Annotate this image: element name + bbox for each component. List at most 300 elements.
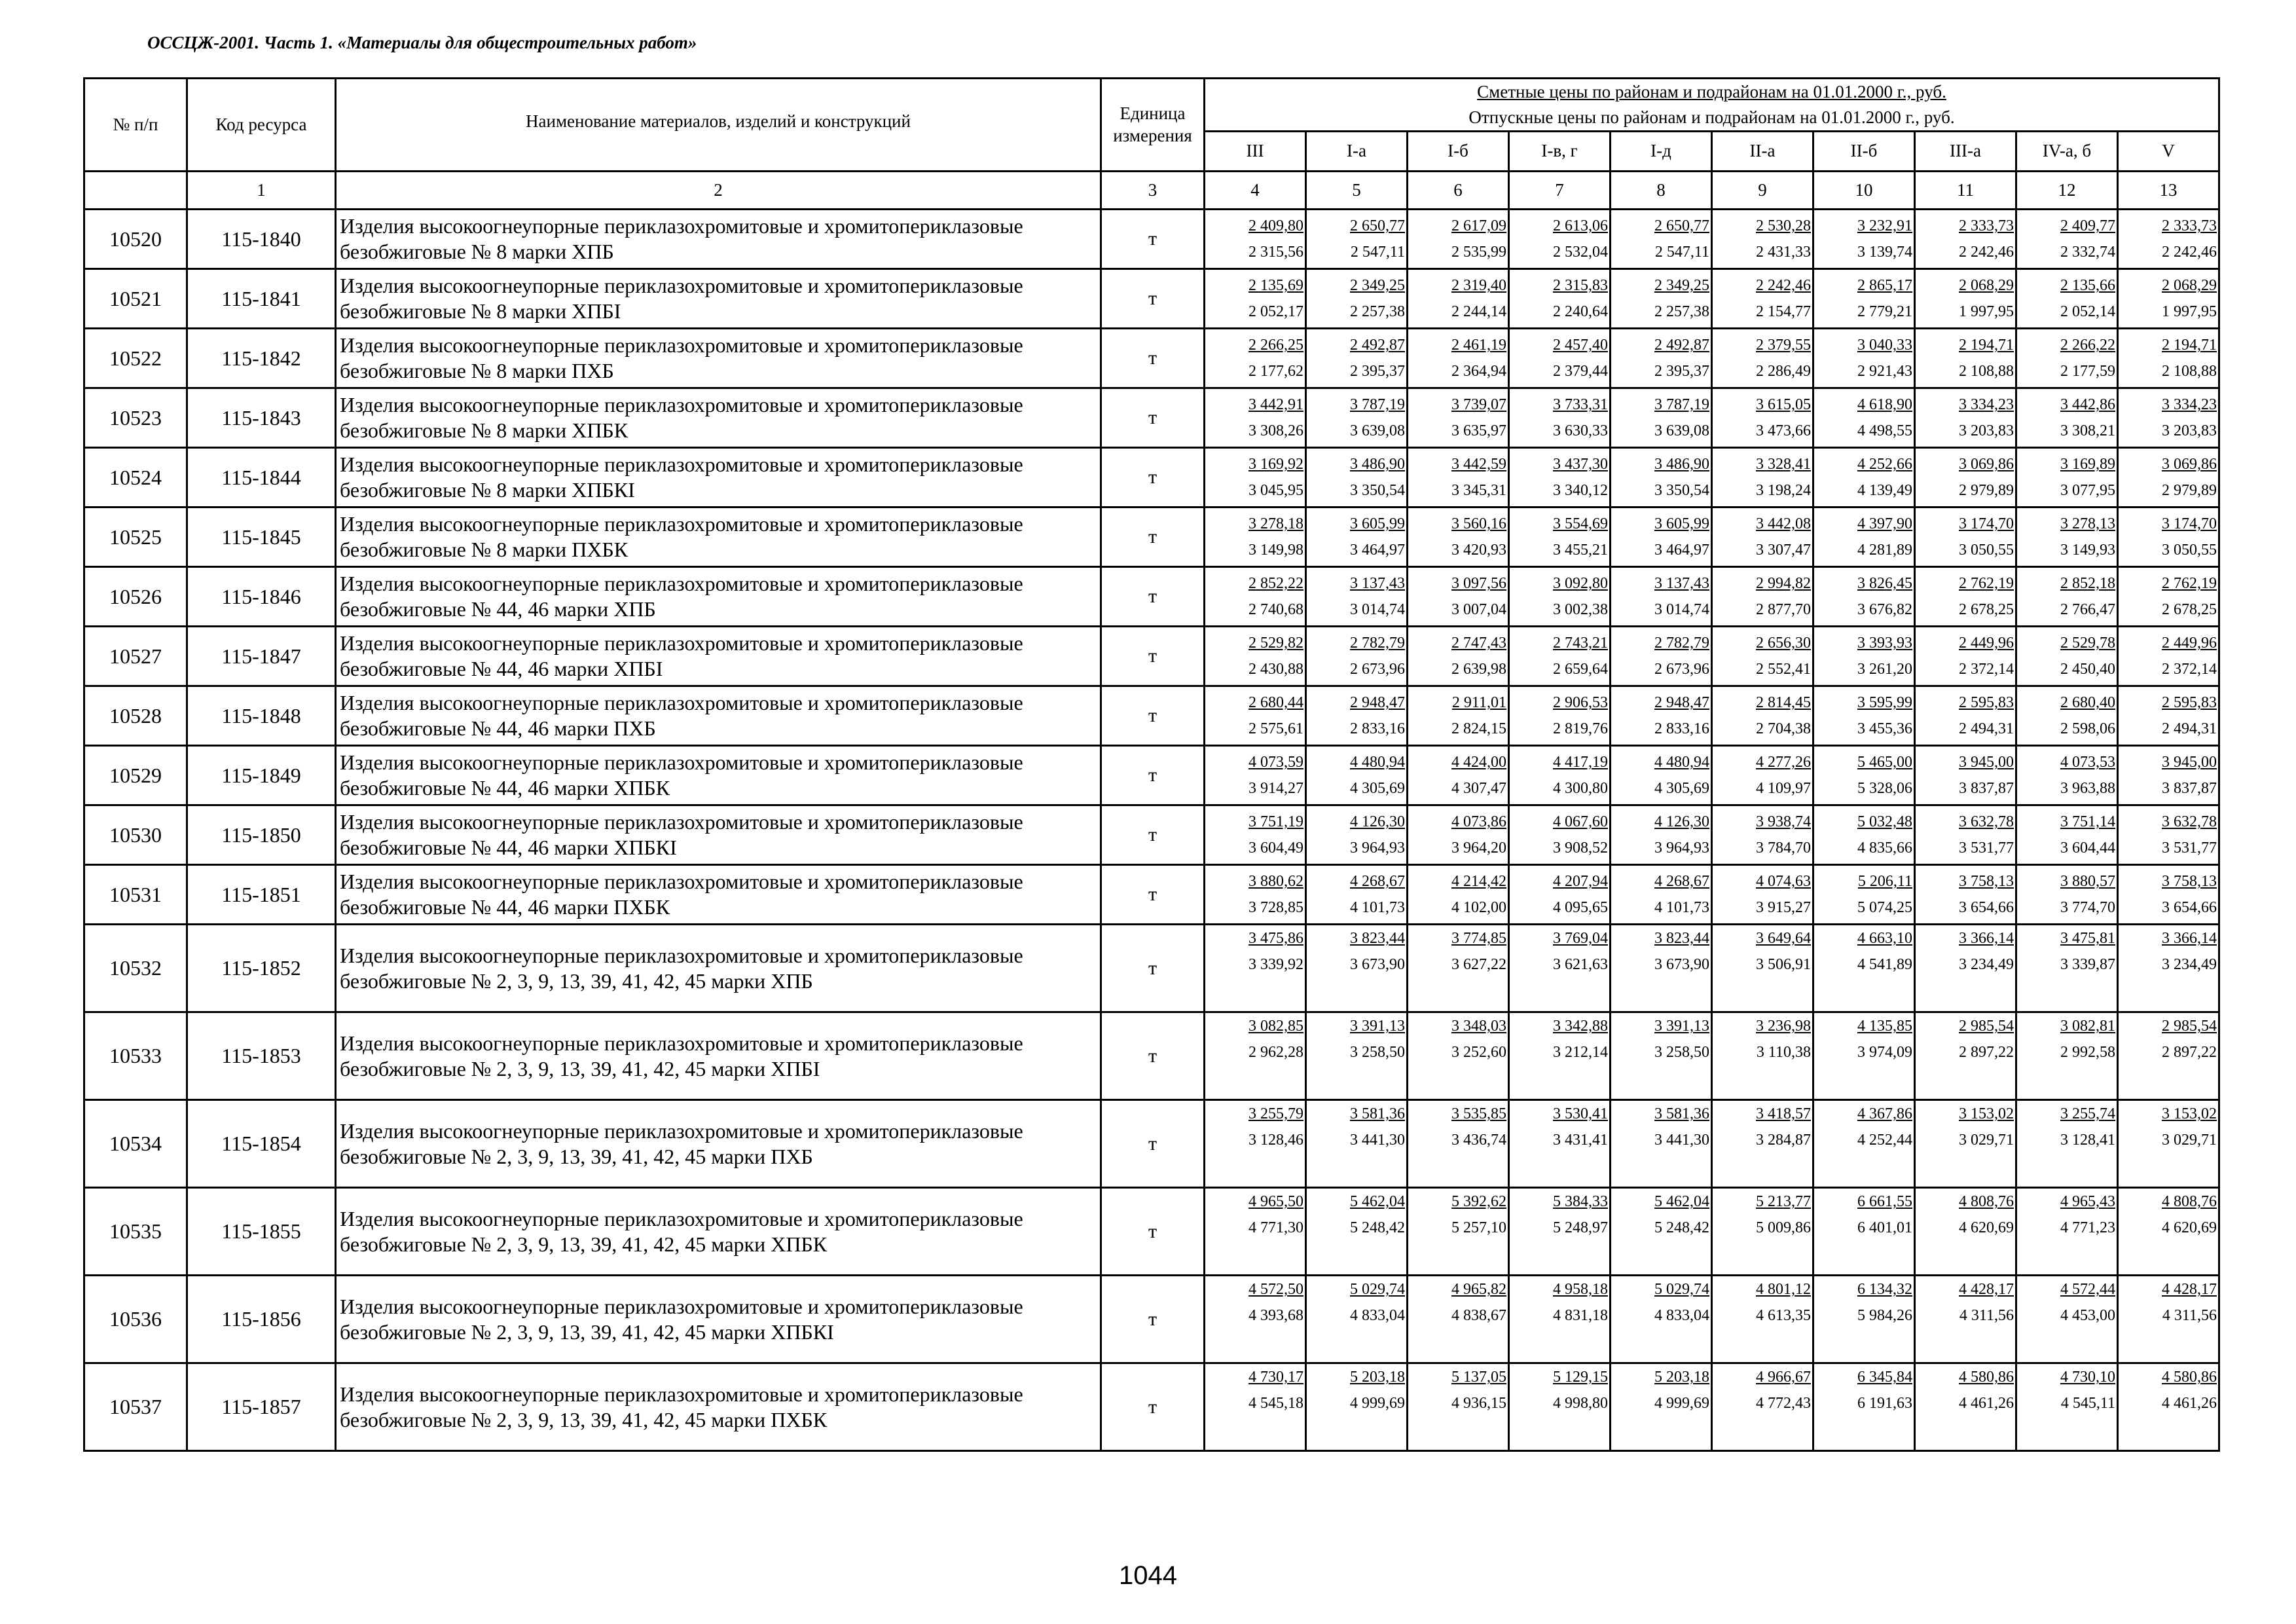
- estimate-price: 3 475,86: [1248, 930, 1303, 948]
- estimate-price: 2 911,01: [1451, 694, 1506, 712]
- material-name: [336, 448, 1101, 507]
- price-cell: [1712, 448, 1813, 507]
- release-price: 2 979,89: [1959, 482, 2014, 500]
- release-price: 3 654,66: [1959, 899, 2014, 917]
- price-cell: [1915, 210, 2016, 269]
- release-price: 4 541,89: [1857, 956, 1912, 974]
- release-price: 3 050,55: [2162, 542, 2217, 559]
- price-cell: [1408, 329, 1509, 388]
- material-name-line1: Изделия высокоогнеупорные периклазохромитовые и хромитопериклазовые: [340, 631, 1023, 655]
- price-cell: [1408, 507, 1509, 567]
- col-header-prices: [1205, 79, 2219, 132]
- release-price: 4 305,69: [1350, 780, 1405, 798]
- release-price: 2 766,47: [2060, 601, 2115, 619]
- price-cell: [1306, 746, 1408, 805]
- price-cell: [2118, 627, 2219, 686]
- estimate-price: 2 529,78: [2060, 635, 2115, 652]
- estimate-price: 4 397,90: [1857, 515, 1912, 533]
- estimate-price: 2 194,71: [2162, 337, 2217, 354]
- estimate-price: 4 277,26: [1756, 754, 1811, 771]
- table-row: [84, 269, 2219, 329]
- release-price: 3 837,87: [1959, 780, 2014, 798]
- table-row: [84, 448, 2219, 507]
- estimate-price: 3 153,02: [1959, 1105, 2014, 1123]
- estimate-price: 3 442,59: [1451, 456, 1506, 473]
- release-price: 3 307,47: [1756, 542, 1811, 559]
- release-price: 3 002,38: [1553, 601, 1608, 619]
- row-number: 10531: [84, 865, 187, 925]
- price-cell: [1408, 1100, 1509, 1188]
- release-price: 4 453,00: [2060, 1307, 2115, 1325]
- release-price: 2 240,64: [1553, 303, 1608, 321]
- material-name: [336, 1276, 1101, 1363]
- estimate-price: 2 492,87: [1654, 337, 1709, 354]
- release-price: 4 545,18: [1248, 1395, 1303, 1412]
- row-number: 10534: [84, 1100, 187, 1188]
- price-cell: [1306, 329, 1408, 388]
- price-cell: [2118, 1363, 2219, 1451]
- row-number: 10533: [84, 1012, 187, 1100]
- price-cell: [1611, 1100, 1712, 1188]
- resource-code: 115-1841: [187, 269, 336, 329]
- estimate-price: 3 787,19: [1654, 396, 1709, 414]
- estimate-price: 4 073,53: [2060, 754, 2115, 771]
- estimate-price: 2 814,45: [1756, 694, 1811, 712]
- material-name-line2: безобжиговые № 44, 46 марки ПХБ: [340, 716, 656, 741]
- price-cell: [1915, 925, 2016, 1012]
- table-row: [84, 388, 2219, 448]
- price-cell: [1408, 448, 1509, 507]
- material-name-line2: безобжиговые № 8 марки ХПБК: [340, 418, 629, 443]
- release-price: 3 964,20: [1451, 840, 1506, 857]
- price-cell: [1813, 269, 1915, 329]
- column-number: 4: [1205, 172, 1306, 210]
- estimate-price: 4 428,17: [1959, 1281, 2014, 1299]
- price-cell: [1205, 627, 1306, 686]
- release-price: 2 379,44: [1553, 363, 1608, 380]
- material-name: [336, 746, 1101, 805]
- release-price: 2 257,38: [1654, 303, 1709, 321]
- estimate-price: 2 333,73: [1959, 217, 2014, 235]
- price-cell: [1611, 1012, 1712, 1100]
- price-cell: [2016, 1188, 2118, 1276]
- price-cell: [2016, 865, 2118, 925]
- estimate-price: 5 206,11: [1857, 873, 1912, 891]
- estimate-price: 2 680,40: [2060, 694, 2115, 712]
- resource-code: 115-1857: [187, 1363, 336, 1451]
- release-price: 2 242,46: [2162, 244, 2217, 261]
- price-cell: [1813, 1100, 1915, 1188]
- material-name-line1: Изделия высокоогнеупорные периклазохромитовые и хромитопериклазовые: [340, 750, 1023, 775]
- estimate-price: 3 605,99: [1350, 515, 1405, 533]
- material-name-line2: безобжиговые № 2, 3, 9, 13, 39, 41, 42, 45 марки ХПБК: [340, 1232, 828, 1256]
- estimate-price: 4 572,44: [2060, 1281, 2115, 1299]
- release-price: 3 128,41: [2060, 1132, 2115, 1149]
- unit: т: [1101, 329, 1205, 388]
- table-row: [84, 1188, 2219, 1276]
- release-price: 4 281,89: [1857, 542, 1912, 559]
- row-number: 10529: [84, 746, 187, 805]
- release-price: 3 915,27: [1756, 899, 1811, 917]
- material-name: [336, 1012, 1101, 1100]
- price-cell: [1712, 746, 1813, 805]
- row-number: 10526: [84, 567, 187, 627]
- price-cell: [1611, 567, 1712, 627]
- estimate-price: 4 252,66: [1857, 456, 1912, 473]
- price-cell: [2016, 1363, 2118, 1451]
- estimate-price: 4 067,60: [1553, 813, 1608, 831]
- price-cell: [1509, 269, 1611, 329]
- release-price: 3 639,08: [1654, 422, 1709, 440]
- estimate-price: 3 334,23: [1959, 396, 2014, 414]
- material-name-line1: Изделия высокоогнеупорные периклазохромитовые и хромитопериклазовые: [340, 1206, 1023, 1230]
- release-price: 3 837,87: [2162, 780, 2217, 798]
- estimate-price: 2 379,55: [1756, 337, 1811, 354]
- estimate-price: 2 994,82: [1756, 575, 1811, 593]
- release-price: 4 936,15: [1451, 1395, 1506, 1412]
- material-name-line2: безобжиговые № 2, 3, 9, 13, 39, 41, 42, 45 марки ХПБI: [340, 1056, 820, 1080]
- release-price: 2 177,62: [1248, 363, 1303, 380]
- release-price: 3 339,92: [1248, 956, 1303, 974]
- release-price: 3 350,54: [1654, 482, 1709, 500]
- price-cell: [1813, 746, 1915, 805]
- page-number: 1044: [1119, 1561, 1177, 1590]
- estimate-price: 3 581,36: [1350, 1105, 1405, 1123]
- price-cell: [2016, 686, 2118, 746]
- price-cell: [1712, 1276, 1813, 1363]
- price-cell: [1915, 388, 2016, 448]
- price-cell: [2118, 507, 2219, 567]
- release-price: 3 455,21: [1553, 542, 1608, 559]
- estimate-price: 5 029,74: [1654, 1281, 1709, 1299]
- release-price: 4 102,00: [1451, 899, 1506, 917]
- estimate-price: 5 129,15: [1553, 1369, 1608, 1386]
- material-name-line2: безобжиговые № 8 марки ХПБ: [340, 240, 614, 264]
- price-cell: [1915, 329, 2016, 388]
- price-cell: [1915, 1276, 2016, 1363]
- resource-code: 115-1848: [187, 686, 336, 746]
- material-name-line1: Изделия высокоогнеупорные периклазохромитовые и хромитопериклазовые: [340, 943, 1023, 967]
- release-price: 3 635,97: [1451, 422, 1506, 440]
- release-price: 5 248,97: [1553, 1219, 1608, 1237]
- estimate-price: 3 174,70: [1959, 515, 2014, 533]
- price-cell: [1813, 448, 1915, 507]
- release-price: 4 139,49: [1857, 482, 1912, 500]
- col-header-unit: Единица измерения: [1101, 79, 1205, 172]
- price-cell: [2118, 448, 2219, 507]
- price-cell: [1611, 507, 1712, 567]
- material-name-line2: безобжиговые № 44, 46 марки ХПБКI: [340, 836, 677, 860]
- material-name-line2: безобжиговые № 2, 3, 9, 13, 39, 41, 42, 45 марки ХПБ: [340, 969, 813, 993]
- estimate-price: 4 580,86: [1959, 1369, 2014, 1386]
- column-number: 2: [336, 172, 1101, 210]
- estimate-price: 5 384,33: [1553, 1193, 1608, 1211]
- release-price: 2 154,77: [1756, 303, 1811, 321]
- table-row: [84, 1363, 2219, 1451]
- release-price: 2 547,11: [1654, 244, 1709, 261]
- release-price: 2 824,15: [1451, 720, 1506, 738]
- price-cell: [1813, 507, 1915, 567]
- estimate-price: 2 319,40: [1451, 277, 1506, 295]
- release-price: 3 007,04: [1451, 601, 1506, 619]
- release-price: 3 203,83: [2162, 422, 2217, 440]
- release-price: 3 261,20: [1857, 661, 1912, 678]
- price-cell: [1408, 805, 1509, 865]
- estimate-price: 3 255,74: [2060, 1105, 2115, 1123]
- price-cell: [2118, 269, 2219, 329]
- unit: т: [1101, 388, 1205, 448]
- resource-code: 115-1850: [187, 805, 336, 865]
- release-price: 4 305,69: [1654, 780, 1709, 798]
- release-price: 2 547,11: [1350, 244, 1405, 261]
- unit: т: [1101, 1276, 1205, 1363]
- estimate-price: 2 762,19: [2162, 575, 2217, 593]
- release-price: 3 014,74: [1350, 601, 1405, 619]
- release-price: 3 045,95: [1248, 482, 1303, 500]
- price-cell: [1611, 210, 1712, 269]
- price-cell: [1306, 805, 1408, 865]
- price-cell: [1408, 1012, 1509, 1100]
- material-name: [336, 567, 1101, 627]
- material-name-line1: Изделия высокоогнеупорные периклазохромитовые и хромитопериклазовые: [340, 333, 1023, 358]
- price-cell: [1611, 746, 1712, 805]
- price-cell: [1813, 1188, 1915, 1276]
- column-number: 6: [1408, 172, 1509, 210]
- estimate-price: 5 213,77: [1756, 1193, 1811, 1211]
- row-number: 10524: [84, 448, 187, 507]
- release-price: 2 979,89: [2162, 482, 2217, 500]
- estimate-price: 3 560,16: [1451, 515, 1506, 533]
- material-name-line1: Изделия высокоогнеупорные периклазохромитовые и хромитопериклазовые: [340, 691, 1023, 715]
- estimate-price: 2 409,77: [2060, 217, 2115, 235]
- resource-code: 115-1851: [187, 865, 336, 925]
- release-price: 3 110,38: [1756, 1044, 1811, 1061]
- estimate-price: 3 530,41: [1553, 1105, 1608, 1123]
- price-cell: [1611, 1363, 1712, 1451]
- estimate-price: 4 580,86: [2162, 1369, 2217, 1386]
- price-cell: [1306, 210, 1408, 269]
- price-cell: [2118, 865, 2219, 925]
- material-name: [336, 865, 1101, 925]
- estimate-price: 3 880,57: [2060, 873, 2115, 891]
- estimate-price: 3 418,57: [1756, 1105, 1811, 1123]
- price-cell: [1509, 329, 1611, 388]
- estimate-price: 5 392,62: [1451, 1193, 1506, 1211]
- column-number: 3: [1101, 172, 1205, 210]
- row-number: 10535: [84, 1188, 187, 1276]
- estimate-price: 2 068,29: [2162, 277, 2217, 295]
- release-price: 4 833,04: [1654, 1307, 1709, 1325]
- price-cell: [2016, 329, 2118, 388]
- release-price: 4 311,56: [2162, 1307, 2217, 1325]
- estimate-price: 3 278,18: [1248, 515, 1303, 533]
- price-cell: [1408, 925, 1509, 1012]
- estimate-price: 4 808,76: [1959, 1193, 2014, 1211]
- price-cell: [1509, 925, 1611, 1012]
- estimate-price: 3 823,44: [1350, 930, 1405, 948]
- price-cell: [1611, 925, 1712, 1012]
- release-price: 3 627,22: [1451, 956, 1506, 974]
- release-price: 2 819,76: [1553, 720, 1608, 738]
- row-number: 10525: [84, 507, 187, 567]
- estimate-price: 3 366,14: [1959, 930, 2014, 948]
- release-price: 2 877,70: [1756, 601, 1811, 619]
- material-name: [336, 329, 1101, 388]
- price-cell: [1205, 865, 1306, 925]
- material-name-line2: безобжиговые № 8 марки ХПБI: [340, 299, 621, 323]
- price-cell: [1306, 925, 1408, 1012]
- resource-code: 115-1855: [187, 1188, 336, 1276]
- estimate-price: 4 663,10: [1857, 930, 1912, 948]
- table-header: [84, 79, 2219, 210]
- estimate-price: 5 029,74: [1350, 1281, 1405, 1299]
- material-name-line1: Изделия высокоогнеупорные периклазохромитовые и хромитопериклазовые: [340, 1382, 1023, 1406]
- estimate-price: 6 661,55: [1857, 1193, 1912, 1211]
- release-price: 2 364,94: [1451, 363, 1506, 380]
- region-header: I-а: [1306, 132, 1408, 172]
- resource-code: 115-1853: [187, 1012, 336, 1100]
- release-price: 2 740,68: [1248, 601, 1303, 619]
- estimate-price: 4 126,30: [1654, 813, 1709, 831]
- release-price: 4 620,69: [1959, 1219, 2014, 1237]
- estimate-price: 2 242,46: [1756, 277, 1811, 295]
- price-cell: [1509, 805, 1611, 865]
- region-header: IV-а, б: [2016, 132, 2118, 172]
- resource-code: 115-1845: [187, 507, 336, 567]
- release-price: 3 639,08: [1350, 422, 1405, 440]
- table-row: [84, 507, 2219, 567]
- price-cell: [1306, 448, 1408, 507]
- estimate-price: 3 137,43: [1654, 575, 1709, 593]
- price-cell: [1509, 507, 1611, 567]
- row-number: 10536: [84, 1276, 187, 1363]
- price-cell: [1712, 329, 1813, 388]
- price-cell: [1509, 746, 1611, 805]
- release-price: 4 831,18: [1553, 1307, 1608, 1325]
- estimate-price: 5 203,18: [1654, 1369, 1709, 1386]
- price-table: [83, 77, 2220, 1452]
- release-price: 2 494,31: [2162, 720, 2217, 738]
- price-cell: [2016, 388, 2118, 448]
- release-price: 3 014,74: [1654, 601, 1709, 619]
- price-cell: [1813, 1012, 1915, 1100]
- material-name: [336, 686, 1101, 746]
- unit: т: [1101, 269, 1205, 329]
- price-cell: [1306, 1276, 1408, 1363]
- price-cell: [1813, 627, 1915, 686]
- price-cell: [1915, 1100, 2016, 1188]
- price-cell: [2016, 269, 2118, 329]
- estimate-price: 4 808,76: [2162, 1193, 2217, 1211]
- estimate-price: 4 207,94: [1553, 873, 1608, 891]
- estimate-price: 5 465,00: [1857, 754, 1912, 771]
- material-name: [336, 507, 1101, 567]
- release-price: 3 029,71: [2162, 1132, 2217, 1149]
- estimate-price: 2 948,47: [1350, 694, 1405, 712]
- release-price: 3 203,83: [1959, 422, 2014, 440]
- col-header-no: № п/п: [84, 79, 187, 172]
- unit: т: [1101, 210, 1205, 269]
- region-header: I-д: [1611, 132, 1712, 172]
- row-number: 10528: [84, 686, 187, 746]
- estimate-price: 2 948,47: [1654, 694, 1709, 712]
- release-price: 2 108,88: [2162, 363, 2217, 380]
- estimate-price: 3 787,19: [1350, 396, 1405, 414]
- material-name-line2: безобжиговые № 44, 46 марки ХПБI: [340, 657, 663, 681]
- estimate-price: 3 169,92: [1248, 456, 1303, 473]
- unit: т: [1101, 627, 1205, 686]
- release-price: 3 029,71: [1959, 1132, 2014, 1149]
- release-price: 3 252,60: [1451, 1044, 1506, 1061]
- price-cell: [1712, 507, 1813, 567]
- table-row: [84, 805, 2219, 865]
- estimate-price: 3 342,88: [1553, 1018, 1608, 1035]
- estimate-price: 3 475,81: [2060, 930, 2115, 948]
- price-cell: [1509, 627, 1611, 686]
- release-price: 2 535,99: [1451, 244, 1506, 261]
- material-name-line2: безобжиговые № 2, 3, 9, 13, 39, 41, 42, 45 марки ПХБК: [340, 1407, 828, 1431]
- price-cell: [1306, 269, 1408, 329]
- estimate-price: 2 449,96: [1959, 635, 2014, 652]
- price-cell: [1509, 388, 1611, 448]
- estimate-price: 3 391,13: [1654, 1018, 1709, 1035]
- estimate-price: 3 137,43: [1350, 575, 1405, 593]
- release-price: 2 286,49: [1756, 363, 1811, 380]
- table-row: [84, 746, 2219, 805]
- price-cell: [1306, 507, 1408, 567]
- estimate-price: 3 069,86: [2162, 456, 2217, 473]
- price-cell: [2016, 210, 2118, 269]
- release-price: 4 461,26: [2162, 1395, 2217, 1412]
- material-name-line2: безобжиговые № 8 марки ПХБК: [340, 538, 629, 562]
- release-price: 2 659,64: [1553, 661, 1608, 678]
- estimate-price: 2 595,83: [1959, 694, 2014, 712]
- release-price: 5 074,25: [1857, 899, 1912, 917]
- release-price: 4 393,68: [1248, 1307, 1303, 1325]
- material-name-line1: Изделия высокоогнеупорные периклазохромитовые и хромитопериклазовые: [340, 274, 1023, 298]
- release-price: 4 498,55: [1857, 422, 1912, 440]
- release-price: 2 395,37: [1350, 363, 1405, 380]
- resource-code: 115-1856: [187, 1276, 336, 1363]
- release-price: 2 673,96: [1654, 661, 1709, 678]
- price-cell: [1712, 1363, 1813, 1451]
- row-number: 10521: [84, 269, 187, 329]
- price-cell: [1712, 1188, 1813, 1276]
- unit: т: [1101, 567, 1205, 627]
- price-cell: [1408, 627, 1509, 686]
- material-name-line2: безобжиговые № 44, 46 марки ПХБК: [340, 895, 670, 919]
- material-name-line1: Изделия высокоогнеупорные периклазохромитовые и хромитопериклазовые: [340, 1294, 1023, 1318]
- estimate-price: 3 758,13: [2162, 873, 2217, 891]
- estimate-price: 4 965,50: [1248, 1193, 1303, 1211]
- release-price: 3 234,49: [1959, 956, 2014, 974]
- release-price: 3 128,46: [1248, 1132, 1303, 1149]
- estimate-price: 3 535,85: [1451, 1105, 1506, 1123]
- price-cell: [1611, 329, 1712, 388]
- price-cell: [1306, 1188, 1408, 1276]
- unit: т: [1101, 746, 1205, 805]
- release-price: 3 345,31: [1451, 482, 1506, 500]
- release-price: 3 774,70: [2060, 899, 2115, 917]
- column-number: 7: [1509, 172, 1611, 210]
- estimate-price: 3 442,08: [1756, 515, 1811, 533]
- price-cell: [1509, 1188, 1611, 1276]
- estimate-price: 2 530,28: [1756, 217, 1811, 235]
- release-price: 2 921,43: [1857, 363, 1912, 380]
- estimate-price: 4 958,18: [1553, 1281, 1608, 1299]
- estimate-price: 3 169,89: [2060, 456, 2115, 473]
- estimate-price: 3 632,78: [1959, 813, 2014, 831]
